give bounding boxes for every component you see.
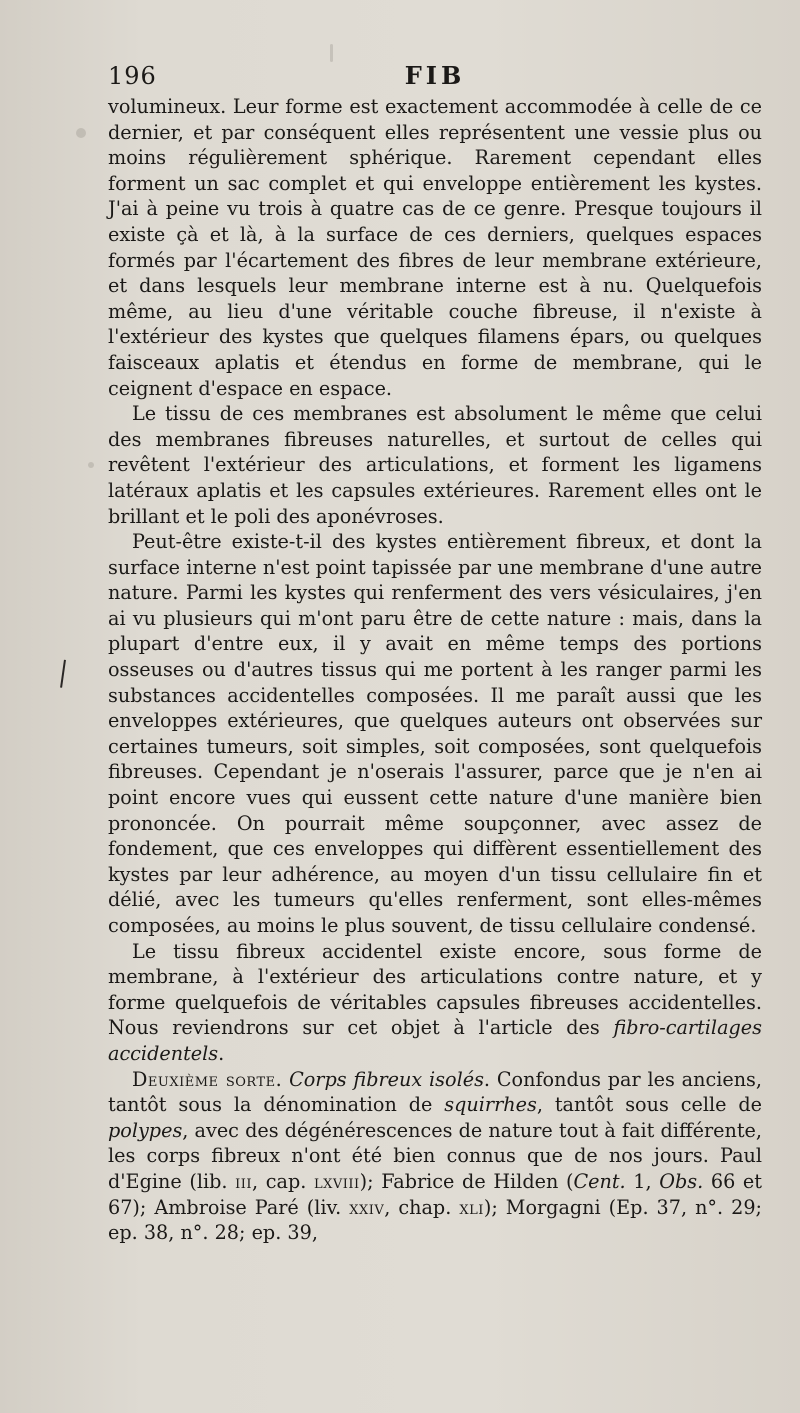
paragraph-5-a: . Confondus par les anciens, tantôt sous la dénomination de: [108, 1067, 762, 1117]
paragraph-4-italic: fibro-cartilages accidentels: [108, 1016, 762, 1065]
reference-lxviii: lxviii: [313, 1169, 360, 1193]
reference-xxiv: xxiv: [349, 1195, 385, 1219]
term-polypes: polypes: [108, 1118, 183, 1142]
running-head: [108, 58, 762, 94]
paragraph-4-text: Le tissu fibreux accidentel existe encore, sous forme de membrane, à l'extérieur des articulations contre nature, et y forme quelquefois de véritables capsules fibreuses accidentelles. Nous reviendrons sur cet objet à l'article des: [108, 939, 762, 1040]
body-text: [108, 94, 762, 1246]
paragraph-5-f: 1,: [625, 1169, 660, 1193]
ink-spot: [88, 462, 94, 468]
margin-mark: [60, 660, 70, 689]
section-title: Corps fibreux isolés: [289, 1067, 484, 1091]
paragraph-5-b: , tantôt sous celle de: [536, 1093, 762, 1117]
paragraph-1: volumineux. Leur forme est exactement accommodée à celle de ce dernier, et par conséquent elles représentent une vessie plus ou moins régulièrement sphérique. Rarement cependant elles forment un sac complet et qui enveloppe entièrement les kystes. J'ai à peine vu trois à quatre cas de ce genre. Presque toujours il existe çà et là, à la surface de ces derniers, quelques espaces formés par l'écartement des fibres de leur membrane extérieure, et dans lesquels leur membrane interne est à nu. Quelquefois même, au lieu d'une véritable couche fibreuse, il n'existe à l'extérieur des kystes que quelques filamens épars, ou quelques faisceaux aplatis et étendus en forme de membrane, qui le ceignent d'espace en espace.: [108, 95, 762, 400]
reference-xli: xli: [459, 1195, 484, 1219]
paragraph-4-end: .: [218, 1041, 225, 1065]
ink-spot: [76, 128, 86, 138]
term-squirrhes: squirrhes: [444, 1093, 537, 1117]
paragraph-5-h: , chap.: [384, 1195, 460, 1219]
paragraph-3: Peut-être existe-t-il des kystes entièrement fibreux, et dont la surface interne n'est point tapissée par une membrane d'une autre nature. Parmi les kystes qui renferment des vers vésiculaires, j'en ai vu plusieurs qui m'ont paru être de cette nature : mais, dans la plupart d'entre eux, il y avait en même temps des portions osseuses ou d'autres tissus qui me portent à les ranger parmi les substances accidentelles composées. Il me paraît aussi que les enveloppes extérieures, que quelques auteurs ont observées sur certaines tumeurs, soit simples, soit composées, sont quelquefois fibreuses. Cependant je n'oserais l'assurer, parce que je n'en ai point encore vues qui eussent cette nature d'une manière bien prononcée. On pourrait même soupçonner, avec assez de fondement, que ces enveloppes qui diffèrent essentiellement des kystes par leur adhérence, au moyen d'un tissu cellulaire fin et délié, avec les tumeurs qu'elles renferment, sont elles-mêmes composées, au moins le plus souvent, de tissu cellulaire condensé.: [108, 530, 762, 937]
reference-cent: Cent.: [573, 1169, 626, 1193]
section-label: Deuxième sorte.: [132, 1067, 283, 1091]
paragraph-5-c: , avec des dégénérescences de nature tout à fait différente, les corps fibreux n'ont été bien connus que de nos jours. Paul d'Egine (lib.: [108, 1118, 762, 1193]
paragraph-5-e: ); Fabrice de Hilden (: [359, 1169, 574, 1193]
page-number: 196: [108, 62, 157, 90]
paragraph-5-d: , cap.: [252, 1169, 314, 1193]
paragraph-4: [108, 939, 762, 1067]
running-title: FIB: [404, 61, 466, 90]
reference-iii: iii: [235, 1169, 253, 1193]
paragraph-5-g: 66 et 67); Ambroise Paré (liv.: [108, 1169, 762, 1219]
paragraph-5-i: ); Morgagni (Ep. 37, n°. 29; ep. 38, n°. 28; ep. 39,: [108, 1195, 763, 1245]
paragraph-5: [108, 1067, 762, 1246]
reference-obs: Obs.: [659, 1169, 704, 1193]
paragraph-2: Le tissu de ces membranes est absolument le même que celui des membranes fibreuses naturelles, et surtout de celles qui revêtent l'extérieur des articulations, et forment les ligamens latéraux aplatis et les capsules extérieures. Rarement elles ont le brillant et le poli des aponévroses.: [108, 402, 762, 528]
